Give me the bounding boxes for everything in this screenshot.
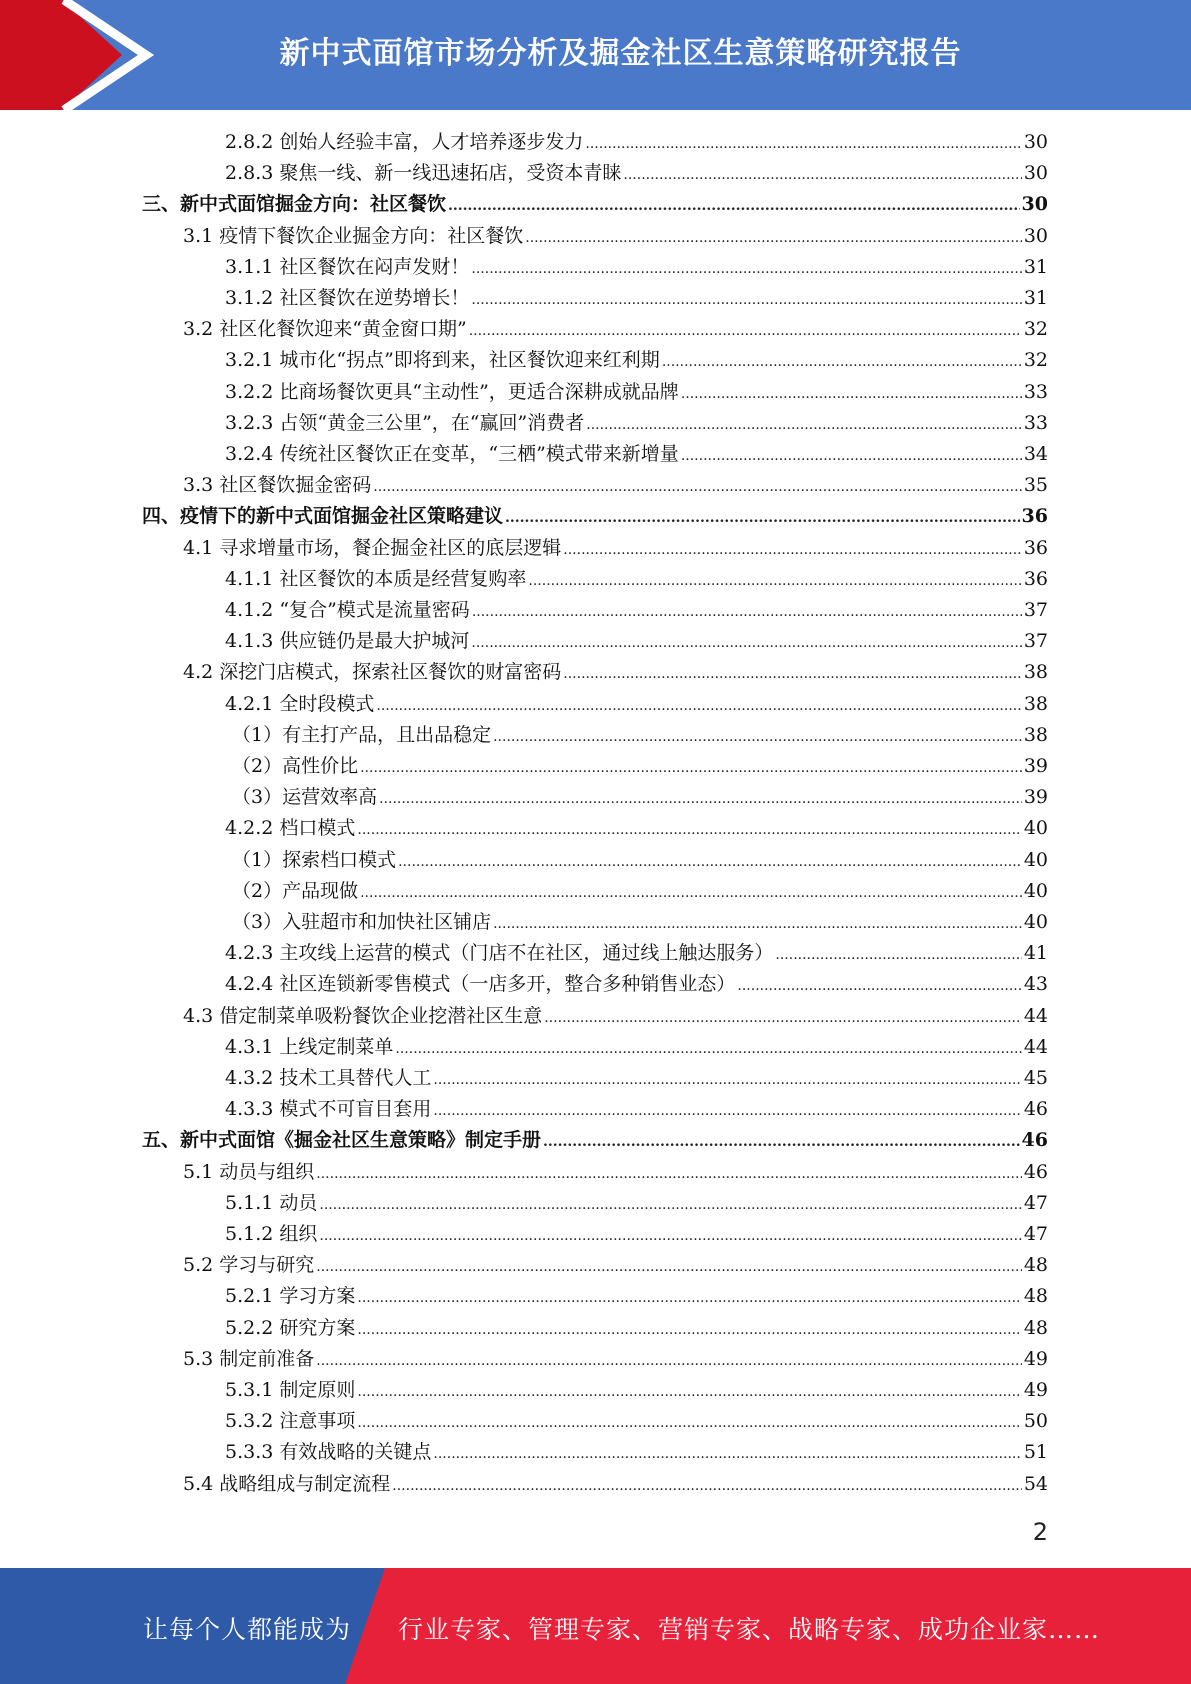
toc-dot-leader: [357, 1283, 1021, 1314]
toc-entry-title: （1）探索档口模式: [232, 848, 397, 871]
toc-entry-page: 41: [1023, 942, 1048, 965]
toc-entry-page: 32: [1023, 349, 1048, 372]
toc-entry-title: （2）产品现做: [232, 879, 359, 902]
toc-entry[interactable]: [225, 127, 1048, 158]
toc-entry[interactable]: [225, 1063, 1048, 1094]
toc-dot-leader: [357, 1408, 1021, 1439]
toc-entry-title: 5.2 学习与研究: [183, 1254, 315, 1277]
toc-entry-title: 5.3 制定前准备: [183, 1347, 315, 1370]
toc-entry-page: 49: [1023, 1347, 1048, 1370]
toc-entry[interactable]: [225, 283, 1048, 314]
toc-entry-page: 36: [1023, 567, 1048, 590]
toc-entry-page: 30: [1023, 131, 1048, 153]
toc-entry-page: 48: [1023, 1254, 1048, 1277]
toc-entry-page: 35: [1023, 474, 1048, 497]
toc-dot-leader: [505, 503, 1020, 534]
toc-dot-leader: [585, 129, 1021, 160]
toc-entry-title: 3.2.2 比商场餐饮更具“主动性”，更适合深耕成就品牌: [225, 380, 679, 403]
toc-dot-leader: [376, 691, 1021, 722]
toc-dot-leader: [543, 1127, 1020, 1158]
toc-entry[interactable]: [225, 626, 1048, 657]
toc-entry-page: 43: [1023, 973, 1048, 996]
toc-entry[interactable]: [225, 564, 1048, 595]
toc-dot-leader: [448, 191, 1020, 222]
toc-entry-page: 39: [1023, 755, 1048, 777]
toc-entry-title: 4.2.4 社区连锁新零售模式（一店多开，整合多种销售业态）: [225, 973, 736, 996]
toc-dot-leader: [379, 784, 1022, 815]
toc-entry[interactable]: [225, 1281, 1048, 1312]
toc-entry-page: 38: [1023, 661, 1048, 684]
toc-dot-leader: [319, 1190, 1021, 1221]
toc-entry[interactable]: [225, 969, 1048, 1000]
toc-entry-title: 4.3.2 技术工具替代人工: [225, 1067, 432, 1089]
toc-entry-title: 3.1.1 社区餐饮在闷声发财！: [225, 255, 470, 278]
toc-entry-page: 30: [1021, 193, 1048, 216]
toc-entry-title: 4.3.3 模式不可盲目套用: [225, 1098, 432, 1121]
footer-slogan-right: 行业专家、管理专家、营销专家、战略专家、成功企业家……: [398, 1615, 1101, 1644]
toc-entry[interactable]: [225, 1188, 1048, 1219]
toc-entry[interactable]: [225, 1437, 1048, 1468]
toc-dot-leader: [471, 285, 1021, 316]
toc-entry-page: 36: [1023, 536, 1048, 559]
toc-entry-page: 30: [1023, 162, 1048, 185]
toc-entry[interactable]: [225, 252, 1048, 283]
toc-entry-page: 47: [1023, 1191, 1048, 1214]
toc-entry-page: 44: [1023, 1035, 1048, 1058]
toc-dot-leader: [392, 1471, 1022, 1502]
toc-entry-page: 37: [1023, 599, 1048, 621]
toc-dot-leader: [623, 160, 1021, 191]
toc-entry[interactable]: [183, 1157, 1048, 1188]
toc-dot-leader: [528, 566, 1021, 597]
toc-entry-title: 4.3 借定制菜单吸粉餐饮企业挖潜社区生意: [183, 1004, 543, 1027]
toc-entry-page: 38: [1023, 723, 1048, 746]
page-number: 2: [1032, 1518, 1048, 1546]
toc-entry-page: 40: [1023, 911, 1048, 933]
toc-dot-leader: [469, 316, 1022, 347]
toc-entry-title: 5.4 战略组成与制定流程: [183, 1472, 391, 1495]
toc-entry[interactable]: [183, 1250, 1048, 1281]
toc-dot-leader: [316, 1159, 1022, 1190]
toc-entry-page: 51: [1023, 1441, 1048, 1464]
toc-entry[interactable]: [225, 1375, 1048, 1406]
toc-dot-leader: [544, 1003, 1022, 1034]
toc-dot-leader: [662, 347, 1022, 378]
toc-dot-leader: [319, 1221, 1021, 1252]
toc-entry-title: （2）高性价比: [232, 755, 359, 777]
toc-entry-title: 5.1 动员与组织: [183, 1160, 315, 1183]
toc-entry-page: 34: [1023, 443, 1048, 465]
toc-entry[interactable]: [142, 1125, 1048, 1156]
toc-entry[interactable]: [232, 876, 1048, 907]
toc-entry-title: 四、疫情下的新中式面馆掘金社区策略建议: [142, 505, 504, 528]
toc-entry-page: 46: [1023, 1098, 1048, 1121]
toc-dot-leader: [316, 1346, 1022, 1377]
toc-entry-page: 31: [1023, 287, 1048, 309]
toc-entry[interactable]: [225, 377, 1048, 408]
toc-dot-leader: [563, 659, 1022, 690]
toc-entry[interactable]: [225, 1313, 1048, 1344]
toc-dot-leader: [493, 909, 1022, 940]
toc-entry[interactable]: [225, 158, 1048, 189]
toc-entry[interactable]: [232, 907, 1048, 938]
toc-dot-leader: [737, 971, 1021, 1002]
toc-dot-leader: [357, 1315, 1021, 1346]
toc-entry-title: 5.3.1 制定原则: [225, 1379, 356, 1401]
toc-entry-title: 5.2.2 研究方案: [225, 1316, 356, 1339]
toc-entry-page: 33: [1023, 380, 1048, 403]
toc-entry-page: 48: [1023, 1316, 1048, 1339]
toc-dot-leader: [398, 847, 1022, 878]
toc-entry-title: 三、新中式面馆掘金方向：社区餐饮: [142, 193, 447, 216]
toc-entry-page: 46: [1023, 1160, 1048, 1183]
toc-entry[interactable]: [225, 439, 1048, 470]
toc-entry[interactable]: [232, 720, 1048, 751]
toc-entry-title: 4.1.3 供应链仍是最大护城河: [225, 630, 470, 653]
toc-entry-page: 33: [1023, 411, 1048, 434]
toc-entry-page: 47: [1023, 1223, 1048, 1245]
toc-entry-title: 4.3.1 上线定制菜单: [225, 1035, 394, 1058]
toc-entry-page: 50: [1023, 1410, 1048, 1433]
toc-entry-title: 5.1.2 组织: [225, 1223, 318, 1245]
toc-entry[interactable]: [232, 751, 1048, 782]
toc-entry[interactable]: [183, 1001, 1048, 1032]
toc-dot-leader: [433, 1096, 1021, 1127]
page-footer: [0, 1568, 1191, 1684]
toc-dot-leader: [373, 472, 1022, 503]
toc-dot-leader: [433, 1065, 1021, 1096]
toc-dot-leader: [586, 410, 1022, 441]
toc-dot-leader: [395, 1034, 1021, 1065]
toc-entry-page: 39: [1023, 786, 1048, 809]
toc-entry-title: 4.2 深挖门店模式，探索社区餐饮的财富密码: [183, 661, 562, 684]
toc-entry[interactable]: [232, 845, 1048, 876]
toc-entry-page: 48: [1023, 1285, 1048, 1308]
toc-entry[interactable]: [225, 1219, 1048, 1250]
toc-entry-title: 2.8.2 创始人经验丰富，人才培养逐步发力: [225, 131, 584, 153]
toc-entry[interactable]: [225, 1406, 1048, 1437]
toc-entry-title: 3.3 社区餐饮掘金密码: [183, 474, 372, 497]
toc-dot-leader: [360, 753, 1022, 784]
toc-entry-page: 40: [1023, 848, 1048, 871]
toc-entry-title: 4.1 寻求增量市场，餐企掘金社区的底层逻辑: [183, 536, 562, 559]
toc-entry[interactable]: [225, 813, 1048, 844]
toc-dot-leader: [563, 535, 1022, 566]
toc-entry-title: 3.2 社区化餐饮迎来“黄金窗口期”: [183, 318, 467, 341]
toc-dot-leader: [357, 815, 1021, 846]
toc-entry-page: 45: [1023, 1067, 1048, 1089]
toc-entry-title: 4.1.1 社区餐饮的本质是经营复购率: [225, 567, 527, 590]
document-title: 新中式面馆市场分析及掘金社区生意策略研究报告: [279, 36, 962, 71]
toc-entry[interactable]: [183, 1469, 1048, 1500]
toc-entry-title: 4.2.1 全时段模式: [225, 692, 375, 715]
toc-entry-page: 36: [1021, 505, 1048, 528]
toc-dot-leader: [493, 722, 1022, 753]
toc-entry-title: 3.2.3 占领“黄金三公里”，在“赢回”消费者: [225, 411, 585, 434]
toc-entry-title: 3.2.4 传统社区餐饮正在变革，“三栖”模式带来新增量: [225, 443, 679, 465]
toc-entry-title: 4.2.3 主攻线上运营的模式（门店不在社区，通过线上触达服务）: [225, 942, 774, 965]
toc-entry-page: 44: [1023, 1004, 1048, 1027]
toc-entry[interactable]: [225, 408, 1048, 439]
toc-entry-page: 31: [1023, 255, 1048, 278]
toc-entry-page: 54: [1023, 1472, 1048, 1495]
toc-dot-leader: [471, 254, 1021, 285]
toc-dot-leader: [471, 628, 1021, 659]
toc-entry-page: 40: [1023, 817, 1048, 840]
toc-entry-title: 5.2.1 学习方案: [225, 1285, 356, 1308]
toc-entry[interactable]: [183, 221, 1048, 252]
toc-dot-leader: [316, 1252, 1022, 1283]
toc-entry-title: （1）有主打产品，且出品稳定: [232, 723, 492, 746]
toc-entry[interactable]: [183, 314, 1048, 345]
toc-entry-title: 3.2.1 城市化“拐点”即将到来，社区餐饮迎来红利期: [225, 349, 660, 372]
toc-entry[interactable]: [183, 533, 1048, 564]
toc-dot-leader: [681, 379, 1022, 410]
footer-slogan-left: 让每个人都能成为: [143, 1615, 352, 1644]
toc-entry[interactable]: [225, 1032, 1048, 1063]
toc-dot-leader: [472, 597, 1022, 628]
toc-entry-title: 五、新中式面馆《掘金社区生意策略》制定手册: [142, 1129, 542, 1152]
toc-entry[interactable]: [225, 1094, 1048, 1125]
toc-entry[interactable]: [183, 657, 1048, 688]
toc-entry-page: 32: [1023, 318, 1048, 341]
toc-entry-page: 40: [1023, 879, 1048, 902]
toc-entry-title: 5.1.1 动员: [225, 1191, 318, 1214]
toc-entry-title: 5.3.2 注意事项: [225, 1410, 356, 1433]
toc-entry[interactable]: [225, 689, 1048, 720]
toc-entry-title: （3）入驻超市和加快社区铺店: [232, 911, 492, 933]
toc-entry[interactable]: [225, 938, 1048, 969]
toc-entry[interactable]: [225, 345, 1048, 376]
toc-entry-page: 38: [1023, 692, 1048, 715]
toc-entry-title: （3）运营效率高: [232, 786, 378, 809]
toc-entry[interactable]: [232, 782, 1048, 813]
toc-dot-leader: [525, 223, 1022, 254]
toc-entry[interactable]: [142, 501, 1048, 532]
toc-dot-leader: [357, 1377, 1021, 1408]
toc-entry-title: 4.2.2 档口模式: [225, 817, 356, 840]
toc-dot-leader: [360, 878, 1022, 909]
toc-entry-page: 46: [1021, 1129, 1048, 1152]
toc-entry-page: 49: [1023, 1379, 1048, 1401]
toc-entry-title: 5.3.3 有效战略的关键点: [225, 1441, 432, 1464]
toc-entry[interactable]: [183, 1344, 1048, 1375]
toc-entry-page: 37: [1023, 630, 1048, 653]
toc-entry[interactable]: [225, 595, 1048, 626]
toc-entry-title: 3.1.2 社区餐饮在逆势增长！: [225, 287, 470, 309]
toc-entry-title: 2.8.3 聚焦一线、新一线迅速拓店，受资本青睐: [225, 162, 622, 185]
toc-entry[interactable]: [183, 470, 1048, 501]
toc-dot-leader: [433, 1439, 1021, 1470]
toc-entry-title: 4.1.2 “复合”模式是流量密码: [225, 599, 470, 621]
toc-entry[interactable]: [142, 189, 1048, 220]
toc-dot-leader: [681, 441, 1022, 472]
toc-dot-leader: [775, 940, 1021, 971]
toc-entry-page: 30: [1023, 224, 1048, 247]
toc-entry-title: 3.1 疫情下餐饮企业掘金方向：社区餐饮: [183, 224, 524, 247]
page-header: [0, 0, 1191, 110]
